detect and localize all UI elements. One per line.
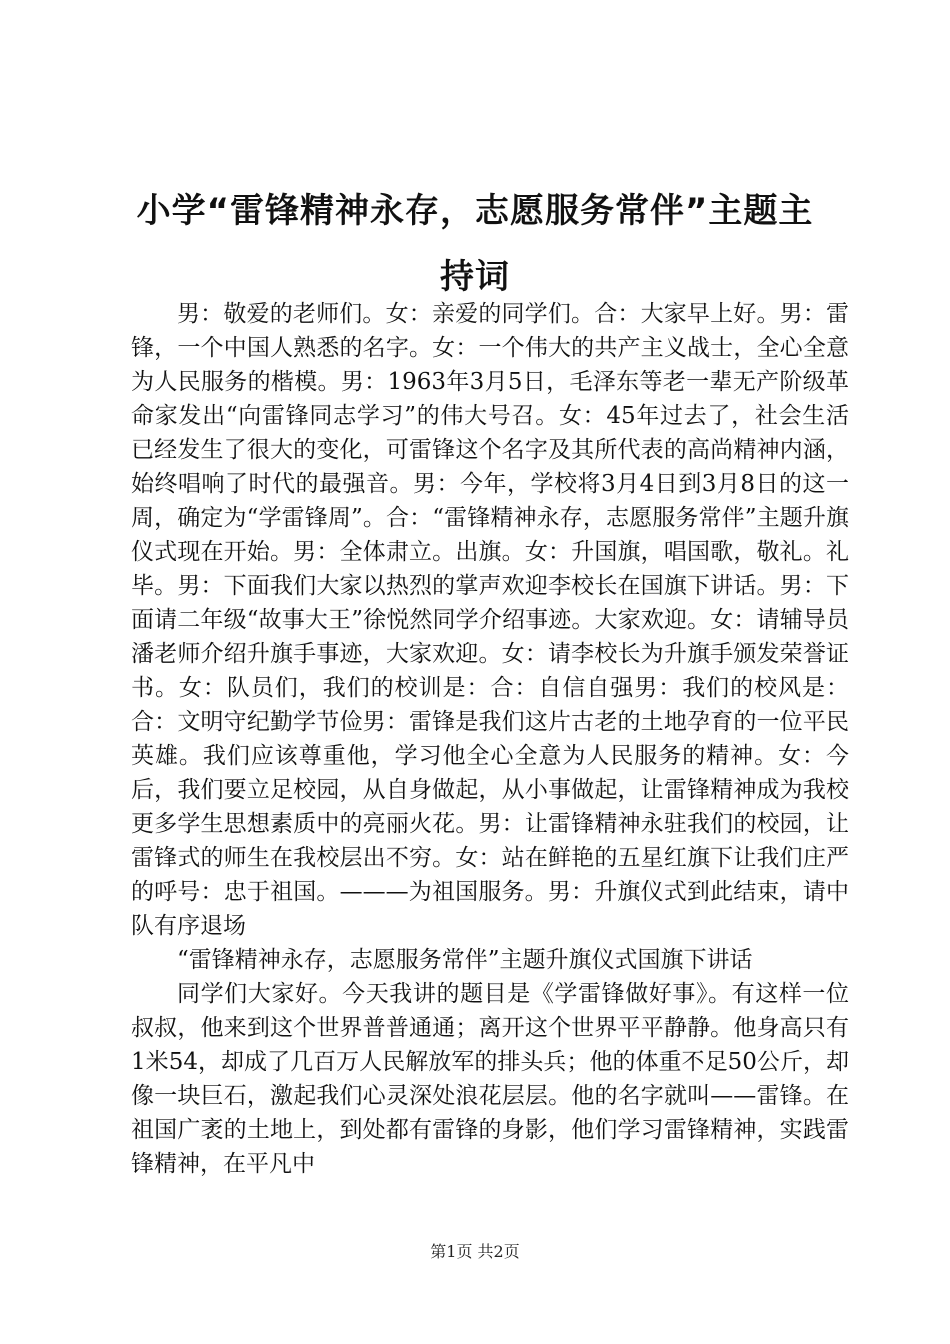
document-body [131, 297, 849, 1181]
paragraph-speech-body: 同学们大家好。今天我讲的题目是《学雷锋做好事》。有这样一位叔叔，他来到这个世界普普通通；离开这个世界平平静静。他身高只有1米54，却成了几百万人民解放军的排头兵；他的体重不足50公斤，却像一块巨石，激起我们心灵深处浪花层层。他的名字就叫——雷锋。在祖国广袤的土地上，到处都有雷锋的身影，他们学习雷锋精神，实践雷锋精神，在平凡中 [131, 981, 849, 1177]
paragraph-speech-heading: “雷锋精神永存，志愿服务常伴”主题升旗仪式国旗下讲话 [177, 947, 753, 973]
document-title: 小学“雷锋精神永存，志愿服务常伴”主题主持词 [136, 191, 814, 297]
paragraph-host-script: 男：敬爱的老师们。女：亲爱的同学们。合：大家早上好。男：雷锋，一个中国人熟悉的名字。女：一个伟大的共产主义战士，全心全意为人民服务的楷模。男：1963年3月5日，毛泽东等老一辈无产阶级革命家发出“向雷锋同志学习”的伟大号召。女：45年过去了，社会生活已经发生了很大的变化，可雷锋这个名字及其所代表的高尚精神内涵，始终唱响了时代的最强音。男：今年，学校将3月4日到3月8日的这一周，确定为“学雷锋周”。合：“雷锋精神永存，志愿服务常伴”主题升旗仪式现在开始。男：全体肃立。出旗。女：升国旗，唱国歌，敬礼。礼毕。男：下面我们大家以热烈的掌声欢迎李校长在国旗下讲话。男：下面请二年级“故事大王”徐悦然同学介绍事迹。大家欢迎。女：请辅导员潘老师介绍升旗手事迹，大家欢迎。女：请李校长为升旗手颁发荣誉证书。女：队员们，我们的校训是：合：自信自强男：我们的校风是：合：文明守纪勤学节俭男：雷锋是我们这片古老的土地孕育的一位平民英雄。我们应该尊重他，学习他全心全意为人民服务的精神。女：今后，我们要立足校园，从自身做起，从小事做起，让雷锋精神成为我校更多学生思想素质中的亮丽火花。男：让雷锋精神永驻我们的校园，让雷锋式的师生在我校层出不穷。女：站在鲜艳的五星红旗下让我们庄严的呼号：忠于祖国。———为祖国服务。男：升旗仪式到此结束，请中队有序退场 [131, 301, 849, 939]
page-footer: 第1页 共2页 [430, 1242, 520, 1261]
